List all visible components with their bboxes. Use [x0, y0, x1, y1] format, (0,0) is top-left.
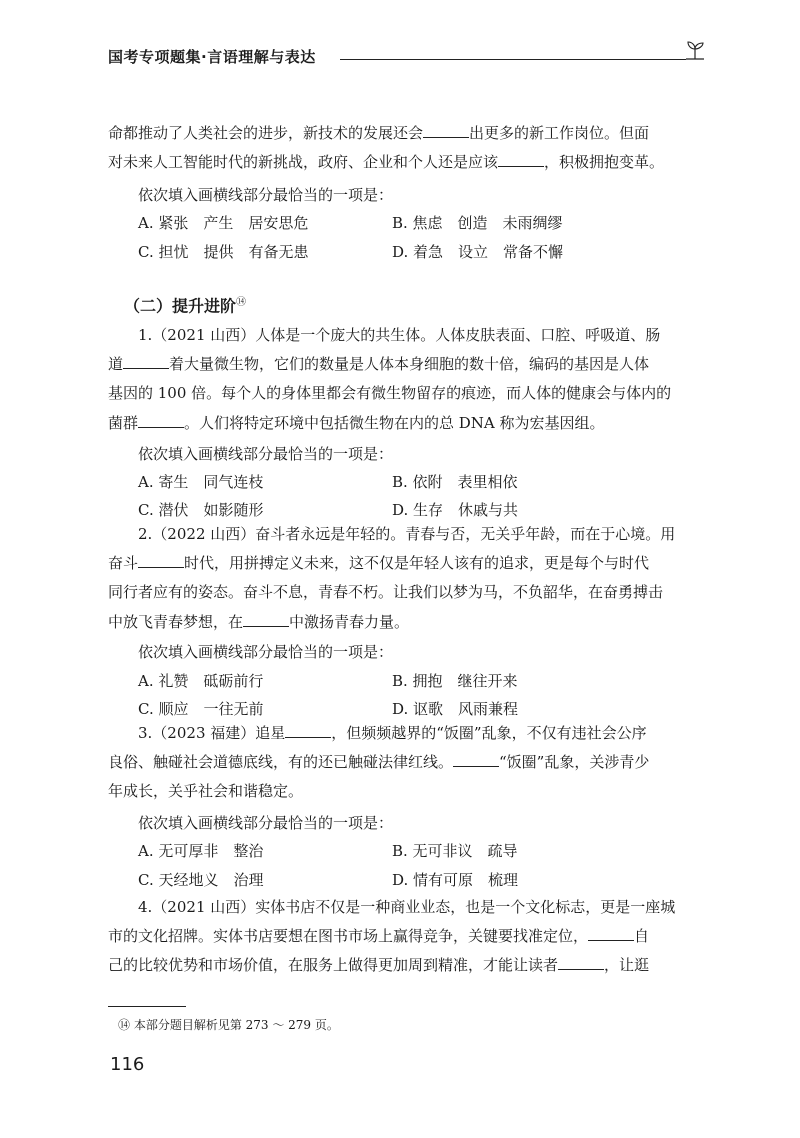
- option-a: A. 礼赞 砥砺前行: [138, 672, 264, 690]
- fill-blank: [285, 724, 331, 738]
- question-prompt: 依次填入画横线部分最恰当的一项是：: [138, 445, 394, 463]
- question-text: ，让逛: [604, 956, 650, 975]
- footnote-marker: ⑭: [236, 297, 247, 308]
- fill-blank: [138, 414, 184, 428]
- option-c: C. 潜伏 如影随形: [138, 501, 264, 519]
- fill-blank: [498, 153, 544, 167]
- question-prompt: 依次填入画横线部分最恰当的一项是：: [138, 643, 394, 661]
- running-header: [108, 38, 708, 78]
- question-text: 同行者应有的姿态。奋斗不息，青春不朽。让我们以梦为马，不负韶华，在奋勇搏击: [108, 583, 664, 602]
- section-heading: [124, 293, 246, 316]
- question-text: 4.（2021 山西）实体书店不仅是一种商业业态，也是一个文化标志，更是一座城: [138, 898, 676, 916]
- option-c: C. 担忧 提供 有备无患: [138, 243, 309, 261]
- question-text: 菌群: [108, 413, 139, 432]
- fill-blank: [243, 613, 289, 627]
- question-prompt: 依次填入画横线部分最恰当的一项是：: [138, 186, 394, 204]
- question-text: 时代，用拼搏定义未来，这不仅是年轻人该有的追求，更是每个与时代: [184, 554, 650, 573]
- question-text: 。人们将特定环境中包括微生物在内的总 DNA 称为宏基因组。: [184, 413, 605, 432]
- question-prompt: 依次填入画横线部分最恰当的一项是：: [138, 814, 394, 832]
- option-c: C. 顺应 一往无前: [138, 700, 264, 718]
- question-text: 中放飞青春梦想，在: [108, 612, 244, 631]
- option-c: C. 天经地义 治理: [138, 871, 264, 889]
- question-text: 自: [634, 927, 650, 946]
- fill-blank: [558, 956, 604, 970]
- question-text: 市的文化招牌。实体书店要想在图书市场上赢得竞争，关键要找准定位，: [108, 927, 589, 946]
- option-d: D. 着急 设立 常备不懈: [392, 243, 564, 261]
- question-text: 道: [108, 355, 124, 374]
- question-text: 中激扬青春力量。: [289, 612, 410, 631]
- header-rule: [340, 59, 686, 60]
- question-text: “饭圈”乱象，关涉青少: [499, 753, 650, 772]
- question-text: 1.（2021 山西）人体是一个庞大的共生体。人体皮肤表面、口腔、呼吸道、肠: [138, 326, 661, 344]
- intro-text: ，积极拥抱变革。: [544, 153, 665, 172]
- fill-blank: [138, 554, 184, 568]
- option-b: B. 无可非议 疏导: [392, 842, 518, 860]
- option-b: B. 拥抱 继往开来: [392, 672, 518, 690]
- intro-text: 对未来人工智能时代的新挑战，政府、企业和个人还是应该: [108, 153, 499, 172]
- option-b: B. 焦虑 创造 未雨绸缪: [392, 214, 563, 232]
- section-title: （二）提升进阶: [124, 296, 237, 316]
- footnote-rule: [108, 1006, 186, 1007]
- fill-blank: [123, 355, 169, 369]
- question-4-stem: [108, 893, 704, 981]
- question-2-stem: [108, 520, 704, 637]
- running-header-title: 国考专项题集·言语理解与表达: [108, 48, 316, 66]
- question-text: 3.（2023 福建）追星: [138, 724, 286, 742]
- intro-text: 命都推动了人类社会的进步，新技术的发展还会: [108, 124, 424, 142]
- question-text: 着大量微生物，它们的数量是人体本身细胞的数十倍，编码的基因是人体: [169, 355, 650, 374]
- fill-blank: [453, 753, 499, 767]
- sprout-icon: [682, 38, 708, 64]
- option-a: A. 寄生 同气连枝: [138, 473, 264, 491]
- fill-blank: [588, 927, 634, 941]
- option-a: A. 无可厚非 整治: [138, 842, 264, 860]
- question-text: 年成长，关乎社会和谐稳定。: [108, 782, 304, 801]
- option-d: D. 情有可原 梳理: [392, 871, 519, 889]
- question-text: ，但频频越界的“饭圈”乱象，不仅有违社会公序: [331, 724, 647, 742]
- question-3-stem: [108, 719, 704, 807]
- intro-text: 出更多的新工作岗位。但面: [469, 124, 650, 142]
- question-text: 2.（2022 山西）奋斗者永远是年轻的。青春与否，无关乎年龄，而在于心境。用: [138, 525, 676, 543]
- footnote: ⑭ 本部分题目解析见第 273 ～ 279 页。: [118, 1018, 339, 1032]
- option-a: A. 紧张 产生 居安思危: [138, 214, 309, 232]
- option-d: D. 讴歌 风雨兼程: [392, 700, 519, 718]
- option-b: B. 依附 表里相依: [392, 473, 518, 491]
- question-text: 己的比较优势和市场价值，在服务上做得更加周到精准，才能让读者: [108, 956, 559, 975]
- question-text: 基因的 100 倍。每个人的身体里都会有微生物留存的痕迹，而人体的健康会与体内的: [108, 384, 672, 403]
- intro-paragraph: [108, 119, 704, 177]
- fill-blank: [423, 124, 469, 138]
- question-text: 奋斗: [108, 554, 139, 573]
- page-number: 116: [110, 1054, 145, 1075]
- question-text: 良俗、触碰社会道德底线，有的还已触碰法律红线。: [108, 753, 454, 772]
- question-1-stem: [108, 321, 704, 438]
- option-d: D. 生存 休戚与共: [392, 501, 519, 519]
